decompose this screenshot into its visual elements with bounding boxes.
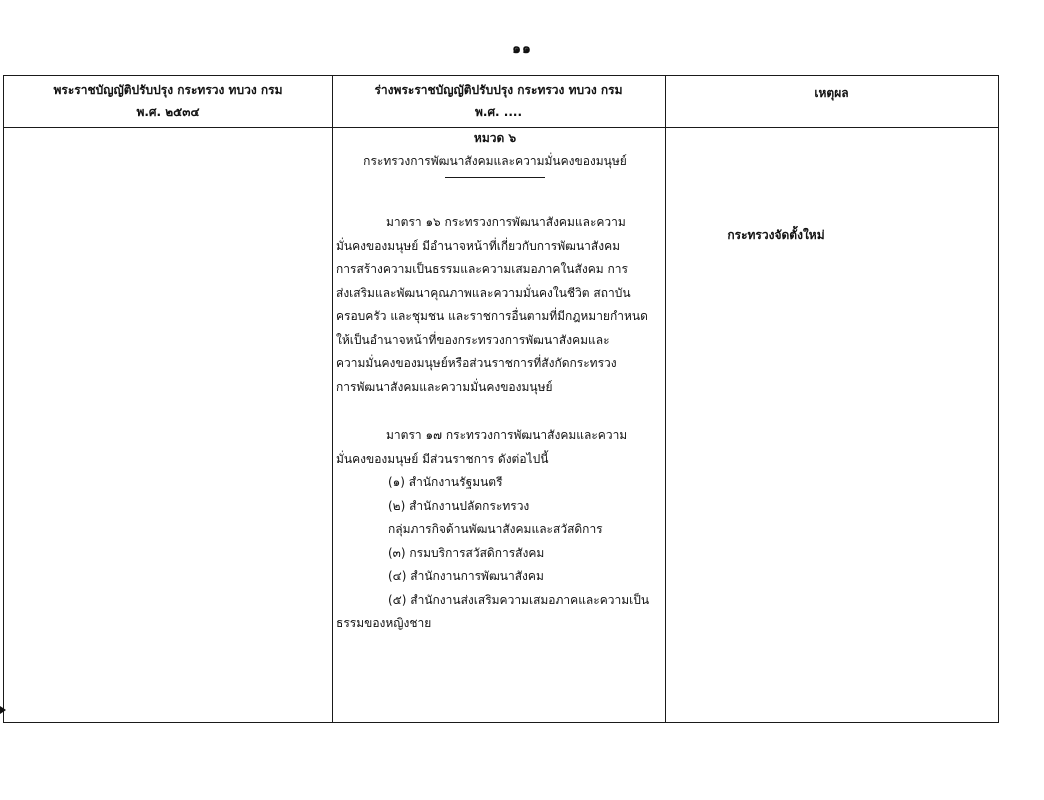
section-16-line: มาตรา ๑๖ กระทรวงการพัฒนาสังคมและความ <box>386 215 626 229</box>
chapter-heading: หมวด ๖ <box>473 131 517 145</box>
column-divider <box>332 76 333 722</box>
reason-text: กระทรวงจัดตั้งใหม่ <box>727 228 825 242</box>
header-current-act-line2: พ.ศ. ๒๕๓๔ <box>136 105 200 119</box>
column-divider <box>665 76 666 722</box>
header-current-act-line1: พระราชบัญญัติปรับปรุง กระทรวง ทบวง กรม <box>53 83 283 97</box>
section-16-line: มั่นคงของมนุษย์ มีอำนาจหน้าที่เกี่ยวกับการพัฒนาสังคม <box>336 238 621 253</box>
chapter-divider-rule <box>445 177 545 178</box>
section-16-line: ให้เป็นอำนาจหน้าที่ของกระทรวงการพัฒนาสังคมและ <box>336 332 610 347</box>
section-17-item: (๑) สำนักงานรัฐมนตรี <box>388 475 503 489</box>
section-17-item: (๓) กรมบริการสวัสดิการสังคม <box>388 545 545 560</box>
header-reason-label: เหตุผล <box>814 86 849 100</box>
header-current-act <box>4 76 332 127</box>
header-draft-act-line2: พ.ศ. .... <box>474 105 523 119</box>
section-16-line: ส่งเสริมและพัฒนาคุณภาพและความมั่นคงในชีวิต สถาบัน <box>336 285 631 300</box>
section-17-line: มั่นคงของมนุษย์ มีส่วนราชการ ดังต่อไปนี้ <box>336 451 549 466</box>
section-17-item: (๒) สำนักงานปลัดกระทรวง <box>388 498 530 513</box>
header-reason <box>665 76 998 127</box>
section-16-line: การพัฒนาสังคมและความมั่นคงของมนุษย์ <box>336 379 553 394</box>
section-16-line: ครอบครัว และชุมชน และราชการอื่นตามที่มีกฎหมายกำหนด <box>336 309 648 323</box>
scan-edge-mark <box>0 706 6 714</box>
header-draft-act <box>332 76 665 127</box>
chapter-title: กระทรวงการพัฒนาสังคมและความมั่นคงของมนุษย์ <box>363 154 627 168</box>
section-16-line: ความมั่นคงของมนุษย์หรือส่วนราชการที่สังกัดกระทรวง <box>336 356 617 370</box>
section-17-item: (๕) สำนักงานส่งเสริมความเสมอภาคและความเป็น <box>388 592 650 607</box>
section-16 <box>336 211 654 399</box>
page-number: ๑๑ <box>512 41 532 57</box>
section-17 <box>336 424 654 636</box>
section-17-line: มาตรา ๑๗ กระทรวงการพัฒนาสังคมและความ <box>386 428 628 442</box>
draft-act-column <box>336 127 654 636</box>
section-17-item: (๔) สำนักงานการพัฒนาสังคม <box>388 569 544 583</box>
section-17-group-heading: กลุ่มภารกิจด้านพัฒนาสังคมและสวัสดิการ <box>388 522 603 536</box>
header-draft-act-line1: ร่างพระราชบัญญัติปรับปรุง กระทรวง ทบวง กรม <box>374 83 623 97</box>
section-16-line: การสร้างความเป็นธรรมและความเสมอภาคในสังคม การ <box>336 262 628 276</box>
section-17-trailing-line: ธรรมของหญิงชาย <box>336 616 432 630</box>
